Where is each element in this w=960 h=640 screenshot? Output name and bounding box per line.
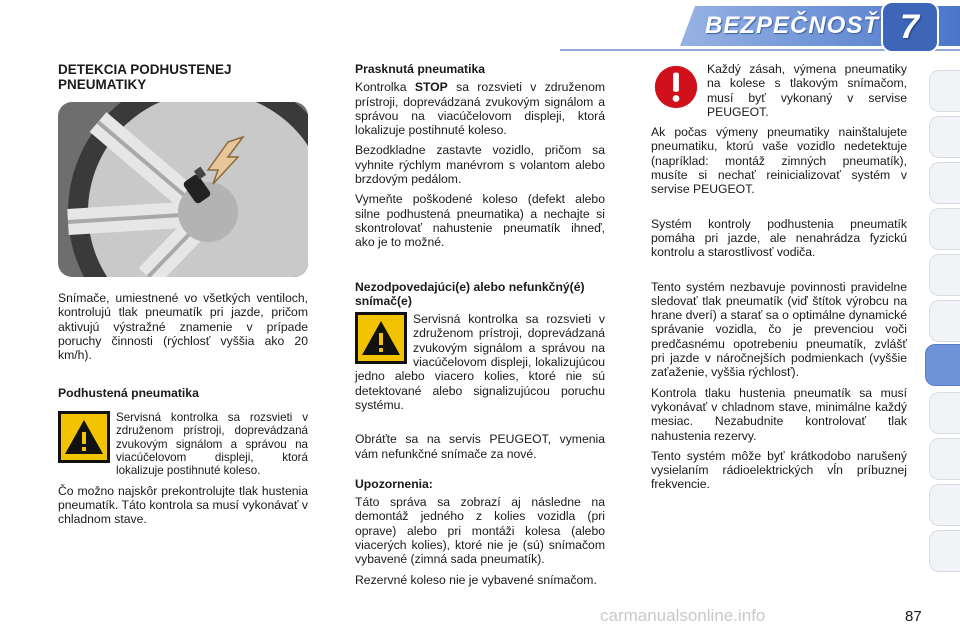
notes-text: Táto správa sa zobrazí aj následne na demontáž jedného z kolies vozidla (pri oprave) alebo pri montáži kolesa (alebo viacerých kolies), ktoré nie je (sú) snímačom vybavené (zimná sada pneumatík). — [355, 495, 605, 567]
reinit-text: Ak počas výmeny pneumatiky nainštalujete pneumatiku, ktorú vaše vozidlo nedetektuje (napríklad: montáž zimných pneumatík), musíte si nechať reinicializovať systém v servise PEUGEOT. — [651, 125, 907, 197]
duty-text: Tento systém nezbavuje povinnosti pravidelne sledovať tlak pneumatík (viď štítok výrobcu na hrane dverí) a starať sa o optimálne dynamické správanie vozidla, čo je prevenciou voči predčasnému opotrebeniu pneumatík, zvlášť pri jazde v náročnejších podmienkach (vyššie zaťaženie, vyššia rýchlosť). — [651, 279, 907, 380]
page-number: 87 — [905, 608, 922, 625]
column-right — [651, 62, 907, 498]
burst-stop-advice: Bezodkladne zastavte vozidlo, pričom sa vyhnite rýchlym manévrom s volantom alebo brzdovým pedálom. — [355, 143, 605, 187]
chapter-tab[interactable] — [929, 300, 960, 342]
interference-text: Tento systém môže byť krátkodobo narušený vysielaním rádioelektrických vĺn príbuznej frekvencie. — [651, 448, 907, 492]
chapter-number: 7 — [900, 8, 919, 46]
chapter-tab[interactable] — [929, 530, 960, 572]
underinflated-text: Servisná kontrolka sa rozsvieti v združenom prístroji, doprevádzaná zvukovým signálom a správou na viacúčelovom displeji, ktorá lokalizuje postihnuté koleso. — [116, 410, 308, 478]
column-middle — [355, 62, 605, 593]
notes-heading: Upozornenia: — [355, 476, 433, 491]
chapter-tab[interactable] — [929, 254, 960, 296]
chapter-title: BEZPEČNOSŤ — [705, 12, 880, 39]
intro-text: Snímače, umiestnené vo všetkých ventiloch, kontrolujú tlak pneumatík pri jazde, pričom aktivujú výstražné znamenie v prípade poruchy činnosti (rýchlosť vyššia ako 20 km/h). — [58, 291, 308, 363]
watermark: carmanualsonline.info — [600, 606, 766, 625]
chapter-tab[interactable] — [929, 162, 960, 204]
burst-replace: Vymeňte poškodené koleso (defekt alebo silne podhustená pneumatika) a nechajte si skontrolovať nahustenie pneumatík ihneď, ako je to možné. — [355, 192, 605, 250]
chapter-tab[interactable] — [929, 484, 960, 526]
stop-note: Každý zásah, výmena pneumatiky na kolese s tlakovým snímačom, musí byť vykonaný v servise PEUGEOT. — [707, 62, 907, 119]
chapter-tab[interactable] — [929, 208, 960, 250]
stop-label: STOP — [414, 80, 448, 95]
section-title: DETEKCIA PODHUSTENEJ PNEUMATIKY — [58, 62, 232, 92]
sensor-text: Servisná kontrolka sa rozsvieti v združenom prístroji, doprevádzaná zvukovým signálom a správou na viacúčelovom displeji, lokalizujúcou jedno alebo viacero kolies, ktoré nie sú detektované alebo signalizujúcou poruchu systému. — [355, 312, 605, 412]
chapter-tab-active[interactable] — [925, 344, 960, 386]
column-left — [58, 62, 308, 533]
chapter-tab[interactable] — [929, 116, 960, 158]
chapter-tabs — [926, 70, 960, 580]
burst-text: Kontrolka STOP sa rozsvieti v združenom prístroji, doprevádzaná zvukovým signálom a správou na viacúčelovom displeji, ktorá lokalizuje postihnuté koleso. — [355, 80, 606, 138]
sensor-heading: Nezodpovedajúci(e) alebo nefunkčný(é) snímač(e) — [355, 279, 585, 308]
warning-icon — [58, 411, 110, 463]
underinflated-heading: Podhustená pneumatika — [58, 386, 199, 401]
chapter-tab[interactable] — [929, 392, 960, 434]
notes-spare: Rezervné koleso nie je vybavené snímačom. — [355, 572, 597, 587]
sensor-advice: Obráťte sa na servis PEUGEOT, vymenia vám nefunkčné snímače za nové. — [355, 432, 605, 461]
assist-text: Systém kontroly podhustenia pneumatík pomáha pri jazde, ale nenahrádza fyzickú kontrolu a starostlivosť vodiča. — [651, 216, 907, 260]
chapter-tab[interactable] — [929, 438, 960, 480]
burst-heading: Prasknutá pneumatika — [355, 62, 486, 76]
chapter-tab[interactable] — [929, 70, 960, 112]
stop-warning-icon — [651, 62, 701, 112]
warning-icon — [355, 312, 407, 364]
monthly-text: Kontrola tlaku hustenia pneumatík sa musí vykonávať v chladnom stave, minimálne každý mesiac. Nezabudnite kontrolovať tlak nahustenia rezervy. — [651, 385, 907, 443]
wheel-valve-photo — [58, 102, 308, 277]
underinflated-advice: Čo možno najskôr prekontrolujte tlak hustenia pneumatík. Táto kontrola sa musí vykonávať v chladnom stave. — [58, 483, 308, 527]
